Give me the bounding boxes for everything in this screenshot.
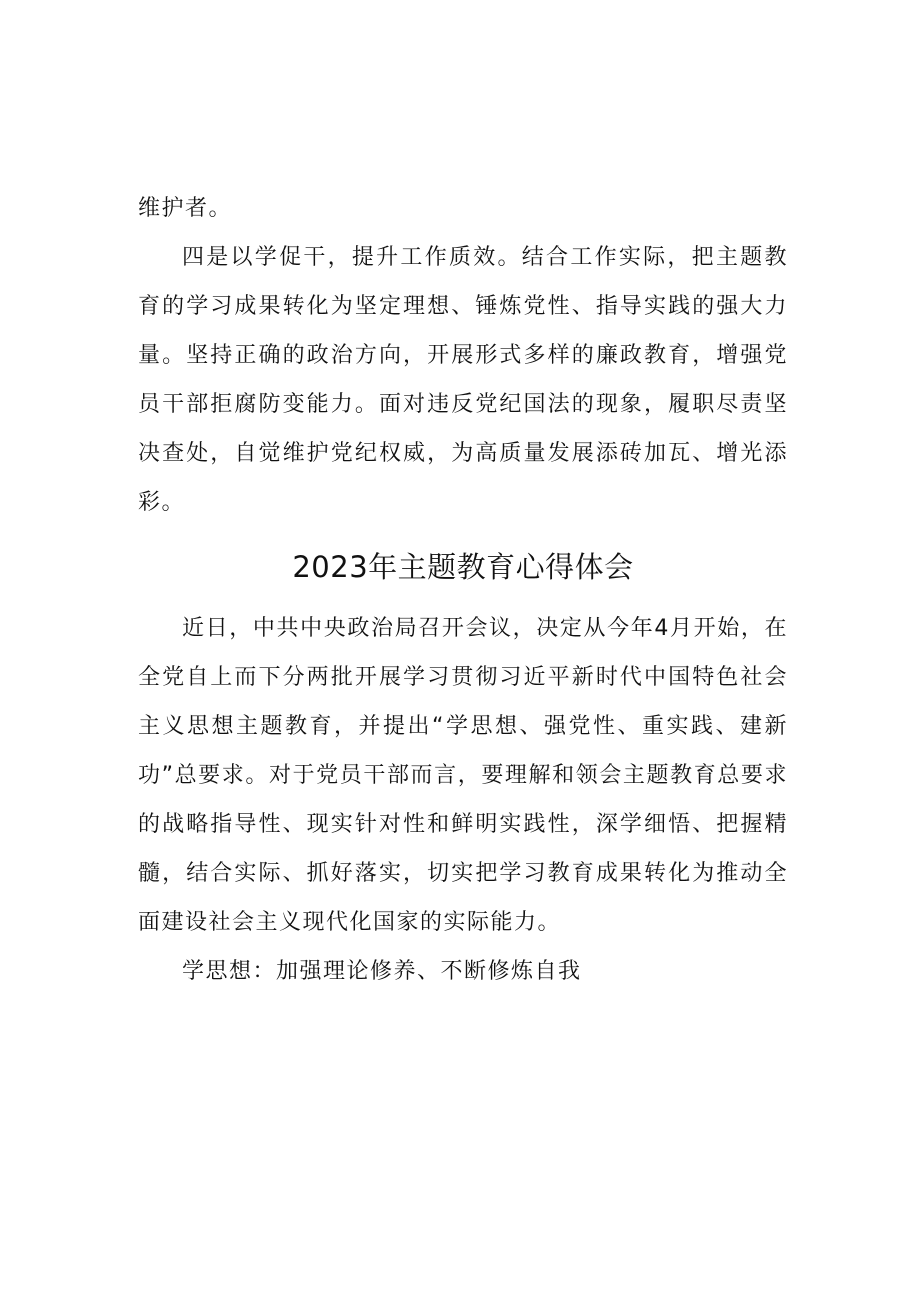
section-heading-study-thought: 学思想：加强理论修养、不断修炼自我 <box>182 959 582 984</box>
paragraph-fourth-point: 四是以学促干，提升工作质效。结合工作实际，把主题教育的学习成果转化为坚定理想、锤炼党性、指导实践的强大力量。坚持正确的政治方向，开展形式多样的廉政教育，增强党员干部拒腐防变能力。面对违反党纪国法的现象，履职尽责坚决查处，自觉维护党纪权威，为高质量发展添砖加瓦、增光添彩。 <box>138 245 788 515</box>
paragraph-intro: 近日，中共中央政治局召开会议，决定从今年4月开始，在全党自上而下分两批开展学习贯彻习近平新时代中国特色社会主义思想主题教育，并提出“学思想、强党性、重实践、建新功”总要求。对于党员干部而言，要理解和领会主题教育总要求的战略指导性、现实针对性和鲜明实践性，深学细悟、把握精髓，结合实际、抓好落实，切实把学习教育成果转化为推动全面建设社会主义现代化国家的实际能力。 <box>138 616 788 935</box>
document-body <box>138 184 788 996</box>
paragraph-continuation: 维护者。 <box>138 196 233 221</box>
document-title: 2023年主题教育心得体会 <box>292 550 634 584</box>
